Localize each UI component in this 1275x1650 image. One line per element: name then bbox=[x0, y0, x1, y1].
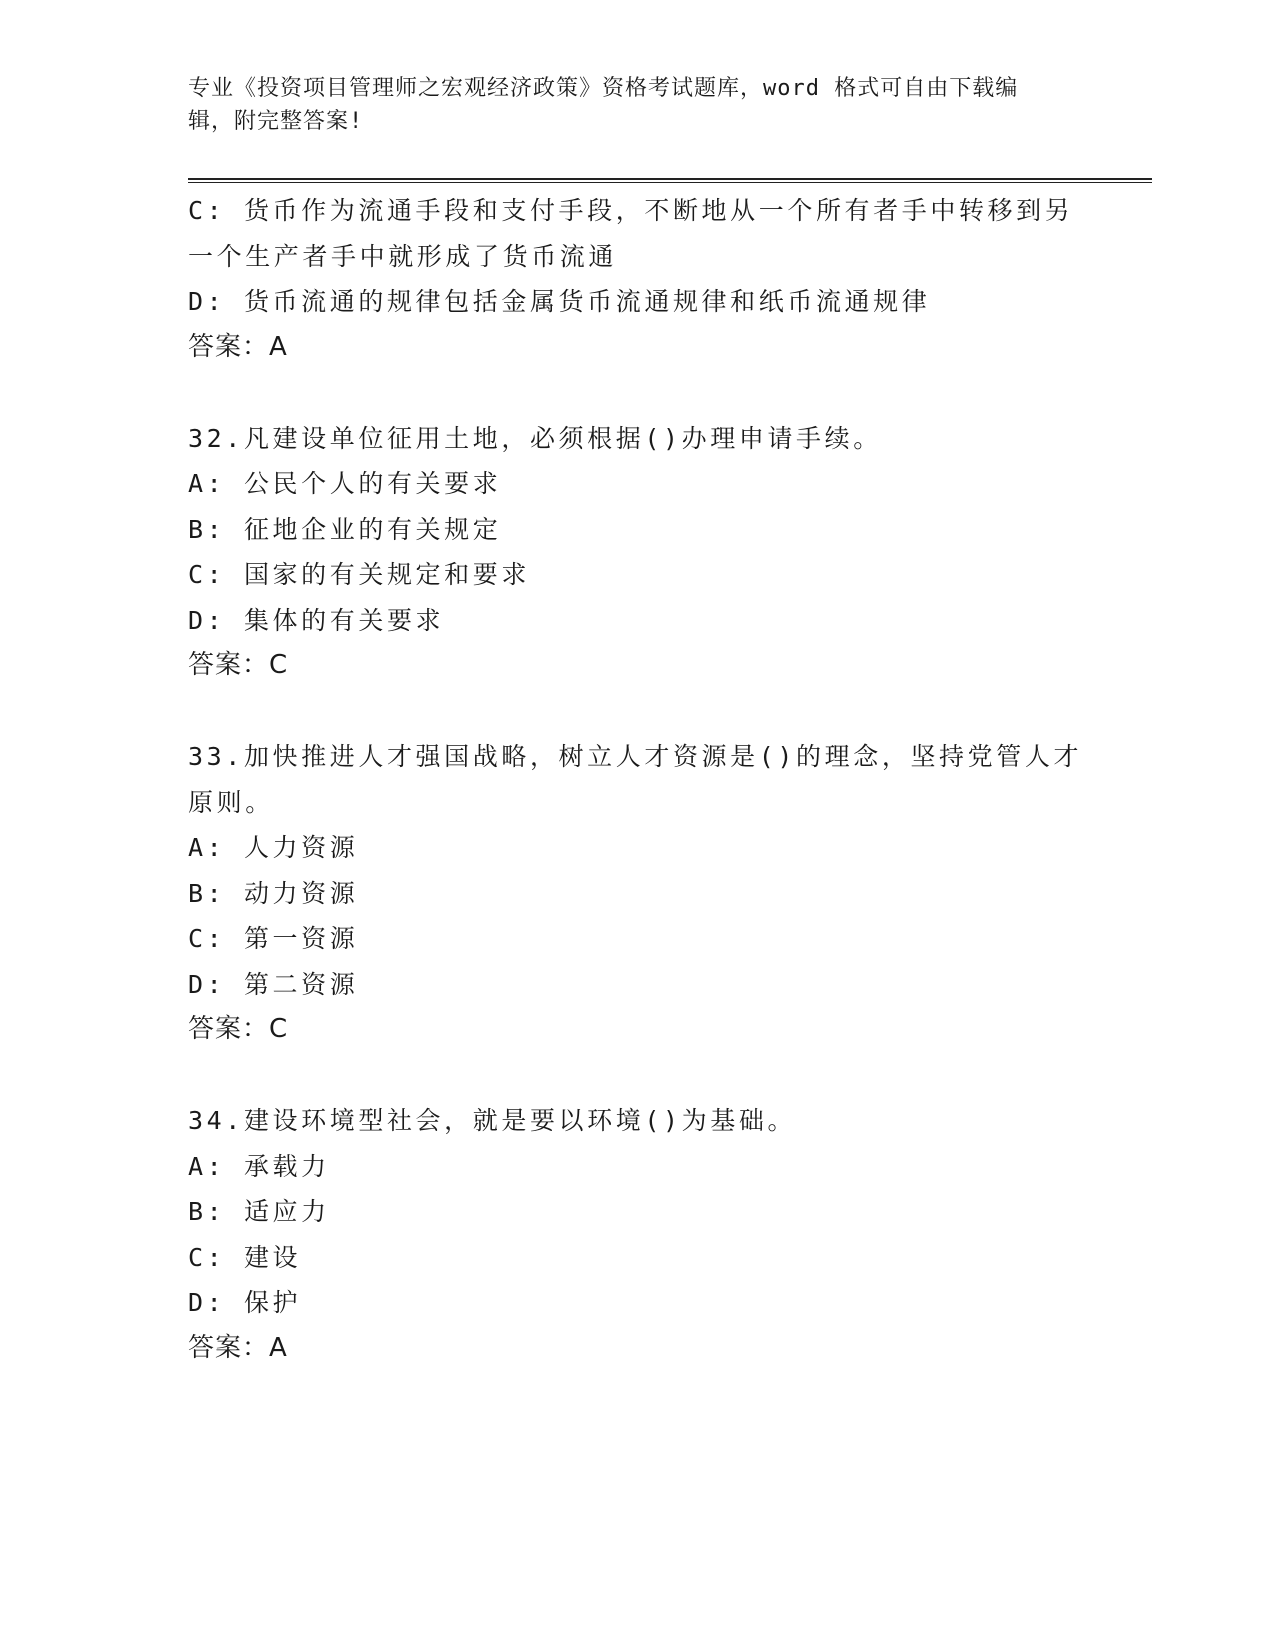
answer: 答案：A bbox=[188, 1332, 288, 1363]
question-text-line-1: 33.加快推进人才强国战略，树立人才资源是()的理念，坚持党管人才 bbox=[188, 742, 1083, 771]
option-a: A: 公民个人的有关要求 bbox=[188, 469, 502, 498]
option-d: D: 货币流通的规律包括金属货币流通规律和纸币流通规律 bbox=[188, 287, 931, 316]
spacer bbox=[188, 1053, 1088, 1099]
question-text-line-2: 原则。 bbox=[188, 787, 274, 817]
question-text: 34.建设环境型社会，就是要以环境()为基础。 bbox=[188, 1106, 797, 1135]
option-a: A: 承载力 bbox=[188, 1151, 330, 1181]
spacer bbox=[188, 689, 1088, 735]
answer: 答案：C bbox=[188, 650, 289, 680]
spacer bbox=[188, 370, 1088, 416]
question-text: 32.凡建设单位征用土地，必须根据()办理申请手续。 bbox=[188, 423, 882, 453]
option-c: C: 国家的有关规定和要求 bbox=[188, 560, 530, 589]
header-line-2: 辑，附完整答案! bbox=[188, 109, 364, 134]
question-31-tail bbox=[188, 188, 1088, 370]
question-34 bbox=[188, 1098, 1088, 1371]
answer: 答案：C bbox=[188, 1014, 289, 1044]
header-line-1: 专业《投资项目管理师之宏观经济政策》资格考试题库，word 格式可自由下载编 bbox=[188, 76, 1019, 101]
question-list bbox=[188, 188, 1088, 1371]
option-d: D: 集体的有关要求 bbox=[188, 605, 445, 635]
answer: 答案：A bbox=[188, 331, 288, 362]
option-d: D: 保护 bbox=[188, 1288, 302, 1317]
option-c: C: 建设 bbox=[188, 1242, 302, 1272]
header-divider bbox=[188, 178, 1152, 183]
option-b: B: 征地企业的有关规定 bbox=[188, 514, 502, 544]
question-32 bbox=[188, 416, 1088, 689]
option-c: C: 第一资源 bbox=[188, 924, 359, 953]
option-a: A: 人力资源 bbox=[188, 833, 359, 862]
option-d: D: 第二资源 bbox=[188, 969, 359, 999]
page-header bbox=[188, 72, 1068, 138]
option-b: B: 动力资源 bbox=[188, 878, 359, 908]
option-b: B: 适应力 bbox=[188, 1197, 330, 1226]
option-c-line-1: C: 货币作为流通手段和支付手段，不断地从一个所有者手中转移到另 bbox=[188, 196, 1074, 225]
question-33 bbox=[188, 734, 1088, 1053]
option-c-line-2: 一个生产者手中就形成了货币流通 bbox=[188, 241, 618, 271]
